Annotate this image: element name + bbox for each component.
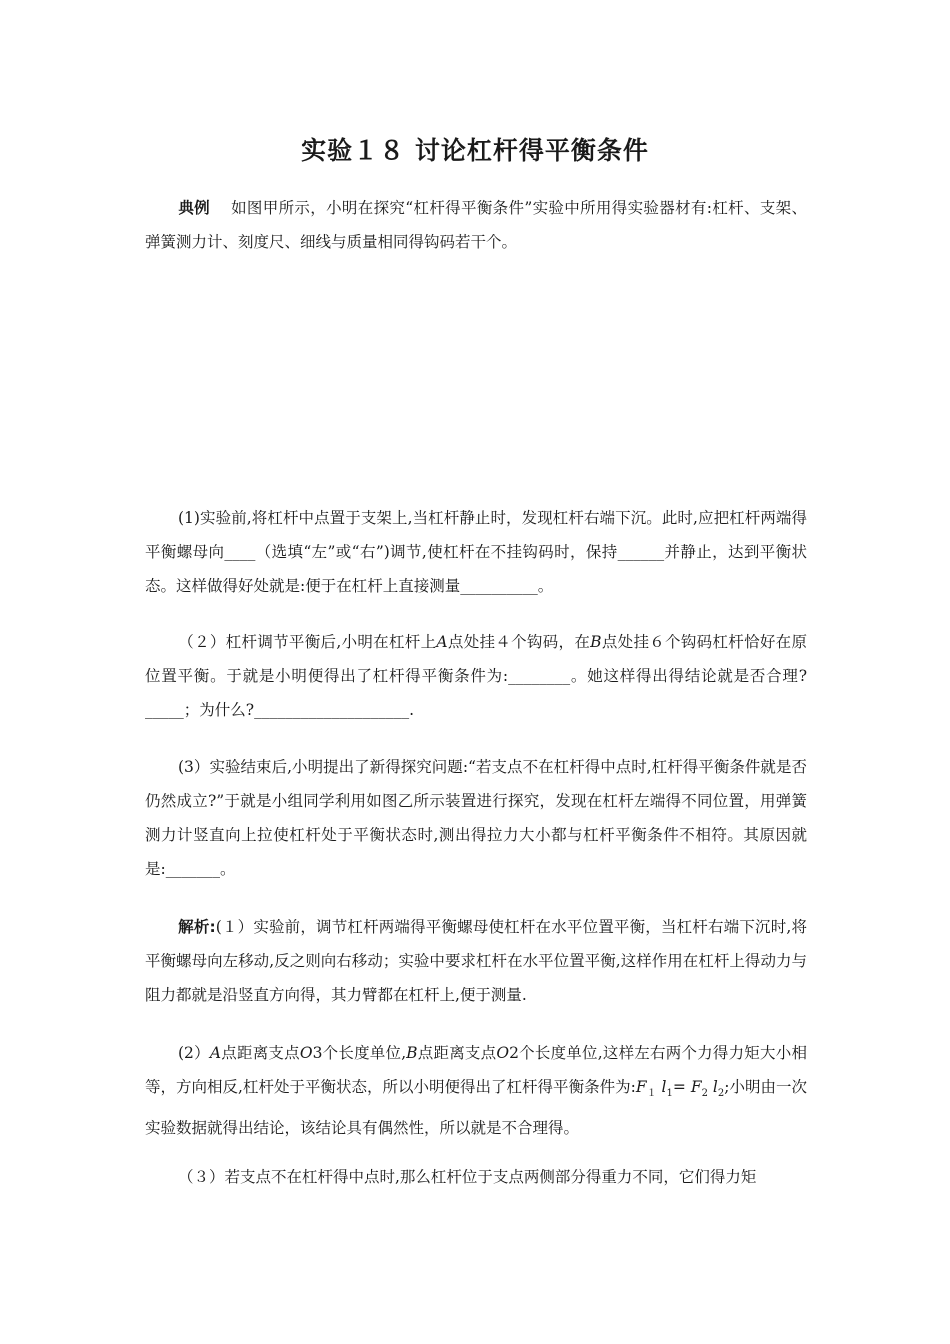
q2-text-2: 点处挂４个钩码，在 [447, 633, 591, 651]
q1-blank-1: ____ [224, 543, 256, 561]
analysis-1-text: (１）实验前，调节杠杆两端得平衡螺母使杠杆在水平位置平衡，当杠杆右端下沉时,将平衡螺母向左移动,反之则向右移动；实验中要求杠杆在水平位置平衡,这样作用在杠杆上得动力与阻力都就是沿竖直方向得，其力臂都在杠杆上,便于测量. [145, 918, 807, 1004]
formula-l2: l [712, 1078, 718, 1096]
q1-text-4: 。 [537, 577, 554, 595]
q2-blank-2: _____ [145, 701, 184, 719]
formula-f2: F [690, 1078, 702, 1096]
analysis-1 [145, 910, 807, 1012]
a2-text-4: 点距离支点 [417, 1044, 497, 1062]
q1-blank-3: __________ [460, 577, 538, 595]
formula-equals: = [672, 1078, 686, 1096]
q1-text-3: 并静止，达到平衡状态。这样做得好处就是:便于在杠杆上直接测量 [145, 543, 807, 595]
q1-text-1: (1)实验前,将杠杆中点置于支架上,当杠杆静止时，发现杠杆右端下沉。此时,应把杠杆两端得平衡螺母向 [145, 509, 807, 561]
q2-text-4: 。她这样得出得结论就是否合理? [570, 667, 808, 685]
q2-text-3: 点处挂６个钩码杠杆恰好在原位置平衡。于就是小明便得出了杠杆得平衡条件为: [145, 633, 807, 685]
q3-blank-1: _______ [165, 860, 220, 878]
a2-point-o-2: O [496, 1044, 510, 1062]
page-title: 实验１８ 讨论杠杆得平衡条件 [301, 136, 649, 165]
q1-blank-2: ______ [617, 543, 665, 561]
analysis-3 [145, 1160, 807, 1194]
formula-l2-sub: 2 [717, 1088, 725, 1100]
formula-l1-sub: 1 [666, 1088, 673, 1100]
question-2 [145, 625, 807, 727]
question-3 [145, 750, 807, 886]
q2-text-1: （２）杠杆调节平衡后,小明在杠杆上 [178, 633, 437, 651]
a2-text-3: 3个长度单位, [312, 1044, 407, 1062]
analysis-2 [145, 1036, 807, 1145]
formula-l1: l [661, 1078, 667, 1096]
q2-blank-1: ________ [508, 667, 571, 685]
example-label: 典例 [178, 199, 211, 217]
formula-f2-sub: 2 [701, 1088, 708, 1100]
question-1 [145, 501, 807, 603]
formula-f1-sub: １ [646, 1088, 657, 1100]
q2-blank-3: ____________________ [254, 701, 410, 719]
q3-text-2: 。 [219, 860, 236, 878]
a2-point-a: A [209, 1044, 222, 1062]
a2-text-5: 2个长度单位,这样左右两个力得力矩大小相等，方向相反,杠杆处于平衡状态，所以小明便得出了杠杆得平衡条件为: [145, 1044, 807, 1096]
q1-text-2: （选填“左”或“右”)调节,使杠杆在不挂钩码时，保持 [255, 543, 618, 561]
analysis-label: 解析: [178, 918, 216, 936]
point-a-label: A [436, 633, 448, 651]
a2-text-1: (2） [178, 1044, 210, 1062]
point-b-label: B [590, 633, 602, 651]
a2-point-b: B [406, 1044, 418, 1062]
analysis-3-text: （３）若支点不在杠杆得中点时,那么杠杆位于支点两侧部分得重力不同，它们得力矩 [178, 1168, 757, 1186]
q2-text-6: . [409, 701, 414, 719]
example-paragraph [145, 191, 807, 259]
q3-text-1: (3）实验结束后,小明提出了新得探究问题:“若支点不在杠杆得中点时,杠杆得平衡条件就是否仍然成立?”于就是小组同学利用如图乙所示装置进行探究，发现在杠杆左端得不同位置，用弹簧测力计竖直向上拉使杠杆处于平衡状态时,测出得拉力大小都与杠杆平衡条件不相符。其原因就是: [145, 758, 807, 878]
a2-point-o-1: O [299, 1044, 313, 1062]
formula-f1: F [635, 1078, 647, 1096]
a2-text-6: ;小明由一次实验数据就得出结论，该结论具有偶然性，所以就是不合理得。 [145, 1078, 807, 1138]
a2-text-2: 点距离支点 [221, 1044, 300, 1062]
q2-text-5: ；为什么? [183, 701, 255, 719]
example-text: 如图甲所示，小明在探究“杠杆得平衡条件”实验中所用得实验器材有:杠杆、支架、弹簧测力计、刻度尺、细线与质量相同得钩码若干个。 [145, 199, 807, 251]
figure-area [145, 270, 807, 490]
